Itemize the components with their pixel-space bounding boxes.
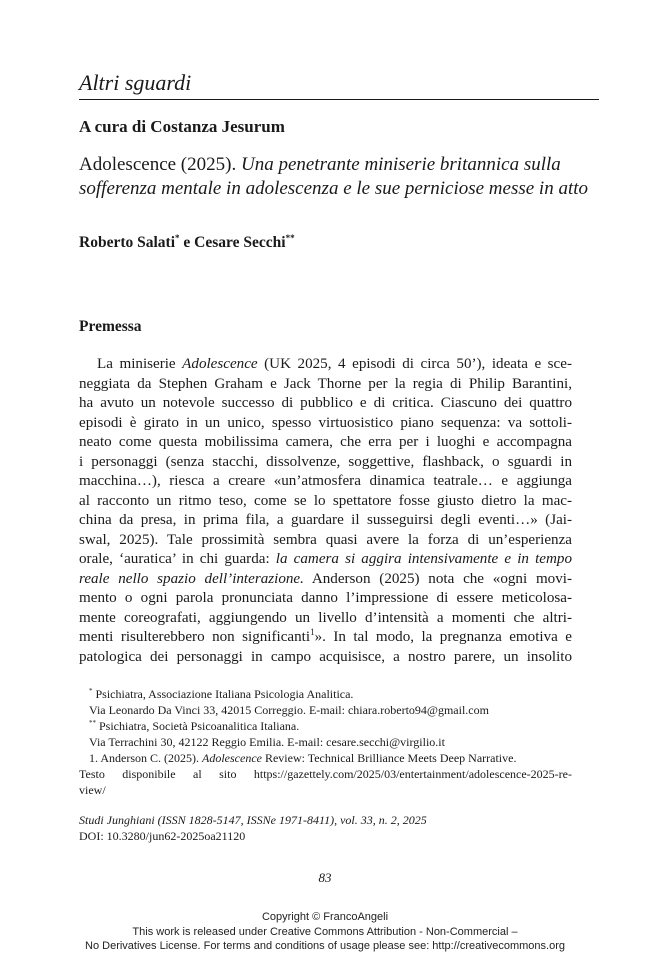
article-title-plain: Adolescence (2025). xyxy=(79,154,237,175)
body-line: mento o ogni parola pronunciata danno l’impressione di essere meticolosa- xyxy=(79,590,572,606)
author-1-footnote-mark[interactable]: * xyxy=(175,232,180,243)
body-line xyxy=(79,570,572,590)
footnote-reference-1[interactable]: 1 xyxy=(310,626,315,637)
author-conjunction: e xyxy=(179,234,195,251)
footnote-1-url-end[interactable]: view/ xyxy=(79,783,106,797)
journal-doi[interactable]: DOI: 10.3280/jun62-2025oa21120 xyxy=(79,828,246,843)
section-heading: Premessa xyxy=(79,318,142,335)
author-2: Cesare Secchi xyxy=(194,234,286,251)
body-line: mente coreografati, aggiungendo un livello d’intensità a momenti che altri- xyxy=(79,609,572,626)
body-line: china da presa, in prima fila, a guardare il susseguirsi degli eventi…» (Jai- xyxy=(79,512,572,528)
footnote-mark: * xyxy=(89,687,93,695)
body-line: ha avuto un notevole successo di pubblico e di critica. Ciascuno dei quattro xyxy=(79,395,572,411)
body-line: al racconto un ritmo teso, come se lo spettatore fosse giusto dietro la mac- xyxy=(79,492,572,509)
series-title-italic: Adolescence xyxy=(182,356,258,372)
footnote-text: Psichiatra, Società Psicoanalitica Italiana. xyxy=(96,719,300,733)
body-line xyxy=(79,550,572,570)
footnote-mark: ** xyxy=(89,719,96,727)
footnote-text: Psichiatra, Associazione Italiana Psicologia Analitica. xyxy=(92,687,354,701)
page-number: 83 xyxy=(318,870,332,885)
journal-citation-block xyxy=(79,813,427,844)
body-line: neato come questa mobilissima camera, che erra per i luoghi e accompagna xyxy=(79,434,572,450)
body-line: patologica dei personaggi in campo acquisisce, a nostro parere, un insolito xyxy=(79,648,572,665)
body-line xyxy=(79,355,572,375)
editor-line: A cura di Costanza Jesurum xyxy=(79,117,285,136)
footnote-text: 1. Anderson C. (2025). xyxy=(89,751,202,765)
body-paragraph xyxy=(79,355,572,667)
body-text-span: menti risulterebbero non significanti xyxy=(79,629,311,645)
license-line: This work is released under Creative Commons Attribution - Non-Commercial – xyxy=(132,925,518,938)
footnote-author-2 xyxy=(79,718,572,734)
body-text-span: (UK 2025, 4 episodi di circa 50’), ideata e sce- xyxy=(257,356,572,372)
article-title-italic: Una penetrante miniserie britannica sulla sofferenza mentale in adolescenza e le sue perniciose messe in atto xyxy=(79,154,589,199)
body-line: macchina…), riesca a creare «un’atmosfera dinamica teatrale… e aggiunga xyxy=(79,473,572,489)
body-text-span: Anderson (2025) nota che «ogni movi- xyxy=(303,570,572,587)
body-text-span: ». In tal modo, la pregnanza emotiva e xyxy=(314,629,572,645)
footnote-author-1-address: Via Leonardo Da Vinci 33, 42015 Correggio. E-mail: chiara.roberto94@gmail.com xyxy=(89,703,489,717)
copyright-line: Copyright © FrancoAngeli xyxy=(261,911,389,923)
section-title: Altri sguardi xyxy=(79,68,599,100)
footnote-author-1 xyxy=(79,686,572,702)
footnote-1 xyxy=(79,750,572,766)
author-2-footnote-mark[interactable]: ** xyxy=(285,232,295,243)
author-line xyxy=(79,234,295,252)
body-italic-span: reale nello spazio dell’interazione. xyxy=(79,570,304,587)
body-text-span: La miniserie xyxy=(97,356,183,372)
body-italic-span: la camera si aggira intensivamente e in tempo xyxy=(275,551,572,567)
body-line: neggiata da Stephen Graham e Jack Thorne per la regia di Philip Barantini, xyxy=(79,375,572,392)
footnote-italic: Adolescence xyxy=(202,751,262,765)
article-title xyxy=(79,153,604,201)
journal-citation xyxy=(79,813,427,829)
footnote-1-url[interactable]: Testo disponibile al sito https://gazettely.com/2025/03/entertainment/adolescence-2025-re- xyxy=(79,767,572,781)
footnotes xyxy=(79,686,572,798)
body-text-span: orale, ‘auratica’ in chi guarda: xyxy=(79,551,276,567)
body-line xyxy=(79,628,572,648)
license-link-line[interactable]: No Derivatives License. For terms and conditions of usage please see: http://creativecommons.org xyxy=(85,940,565,952)
author-1: Roberto Salati xyxy=(79,234,176,251)
license-notice xyxy=(0,910,650,954)
footnote-author-2-address: Via Terrachini 30, 42122 Reggio Emilia. E-mail: cesare.secchi@virgilio.it xyxy=(89,735,445,749)
body-line: swal, 2025). Tale prossimità sembra quasi avere la forza di un’esperienza xyxy=(79,531,572,548)
body-line: i personaggi (senza stacchi, dissolvenze, soggettive, flashback, o sguardi in xyxy=(79,453,572,470)
footnote-text: Review: Technical Brilliance Meets Deep Narrative. xyxy=(261,751,517,765)
journal-citation-text: Studi Junghiani (ISSN 1828-5147, ISSNe 1971-8411), vol. 33, n. 2, 2025 xyxy=(79,813,427,827)
body-line: episodi è girato in un unico, spesso virtuosistico piano sequenza: va sottoli- xyxy=(79,414,572,431)
